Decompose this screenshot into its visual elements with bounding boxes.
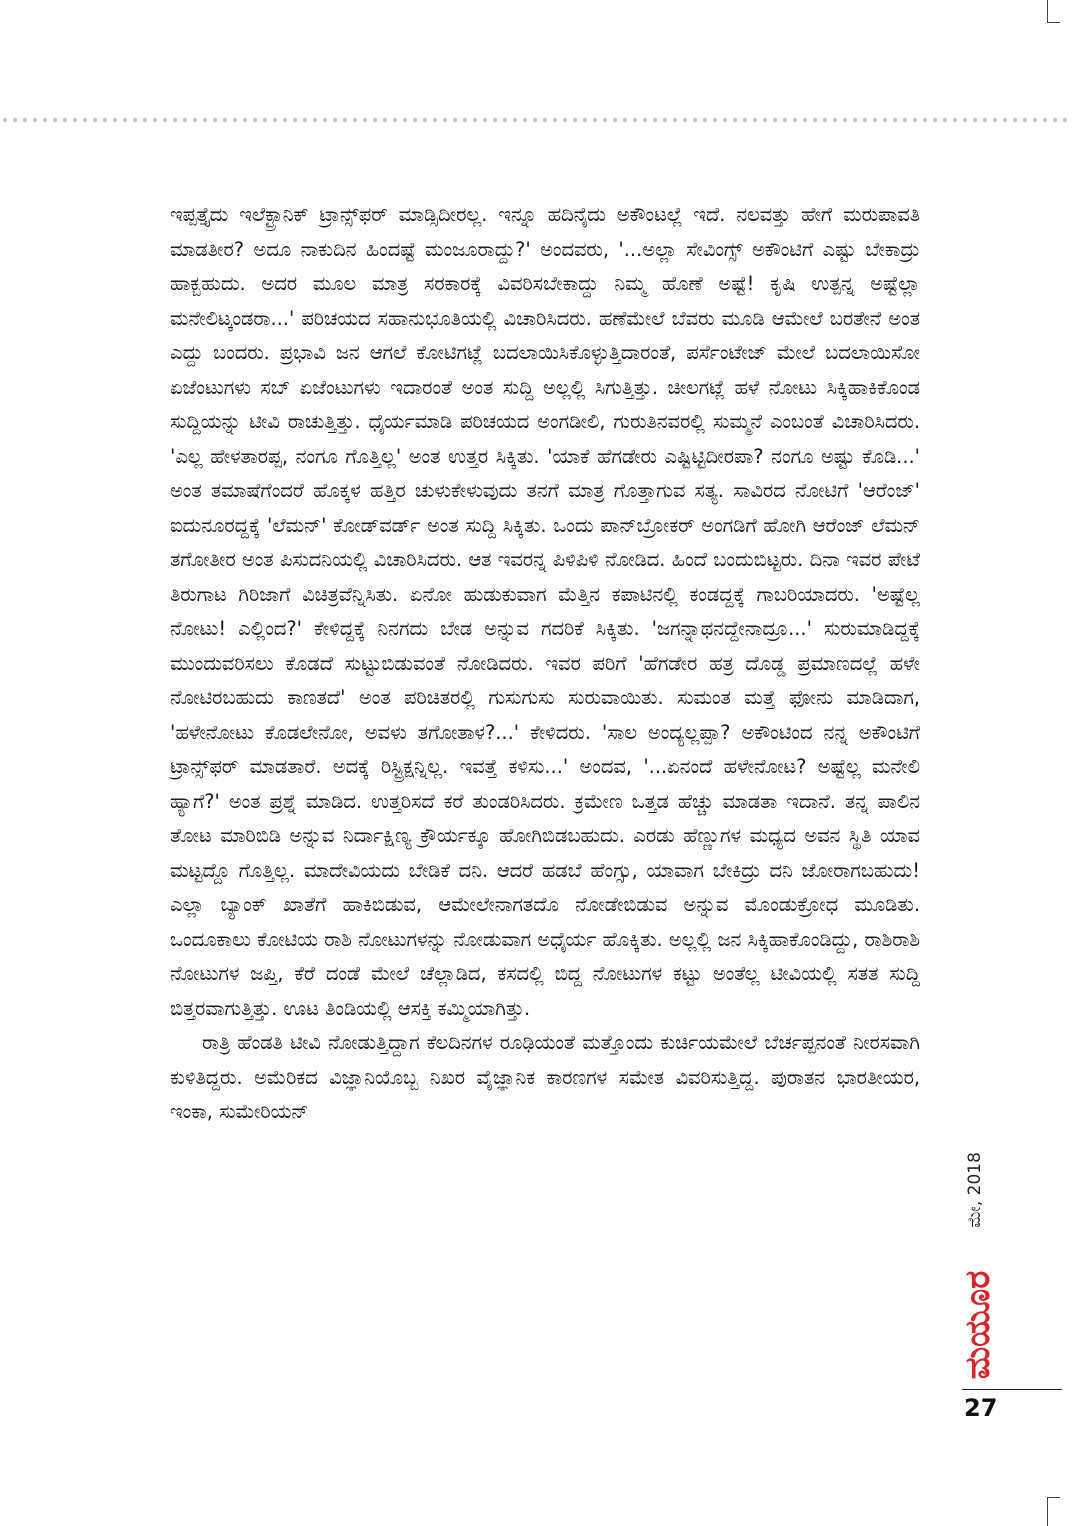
crop-mark-top: [1047, 0, 1060, 23]
magazine-logo: [958, 1265, 998, 1385]
paragraph-1: ಇಪ್ಪತ್ತೈದು ಇಲೆಕ್ಟ್ರಾನಿಕ್ ಟ್ರಾನ್ಸ್‌ಫರ್ ಮಾಡ್ಸಿದೀರಲ್ಲ. ಇನ್ನೂ ಹದಿನೈದು ಅಕೌಂಟಲ್ಲೆ ಇದೆ. ನಲವತ್ತು ಹೇಗೆ ಮರುಪಾವತಿ ಮಾಡತೀರ? ಅದೂ ನಾಕುದಿನ ಹಿಂದಷ್ಟೆ ಮಂಜೂರಾದ್ದು?' ಅಂದವರು, '...ಅಲ್ಲಾ ಸೇವಿಂಗ್ಸ್ ಅಕೌಂಟಿಗೆ ಎಷ್ಟು ಬೇಕಾದ್ರು ಹಾಕ್ಬಹುದು. ಅದರ ಮೂಲ ಮಾತ್ರ ಸರಕಾರಕ್ಕೆ ವಿವರಿಸಬೇಕಾದ್ದು ನಿಮ್ಮ ಹೊಣೆ ಅಷ್ಟೆ! ಕೃಷಿ ಉತ್ಪನ್ನ ಅಷ್ಟೆಲ್ಲಾ ಮನೇಲಿಟ್ಕಂಡರಾ...' ಪರಿಚಯದ ಸಹಾನುಭೂತಿಯಲ್ಲಿ ವಿಚಾರಿಸಿದರು. ಹಣೆಮೇಲೆ ಬೆವರು ಮೂಡಿ ಆಮೇಲೆ ಬರತೇನೆ ಅಂತ ಎದ್ದು ಬಂದರು. ಪ್ರಭಾವಿ ಜನ ಆಗಲೆ ಕೋಟಿಗಟ್ಲೆ ಬದಲಾಯಿಸಿಕೊಳ್ಳುತ್ತಿದಾರಂತೆ, ಪರ್ಸೆಂಟೇಜ್ ಮೇಲೆ ಬದಲಾಯಿಸೋ ಏಜೆಂಟುಗಳು ಸಬ್ ಏಜೆಂಟುಗಳು ಇದಾರಂತೆ ಅಂತ ಸುದ್ದಿ ಅಲ್ಲಲ್ಲಿ ಸಿಗುತ್ತಿತ್ತು. ಚೀಲಗಟ್ಲೆ ಹಳೆ ನೋಟು ಸಿಕ್ಕಿಹಾಕಿಕೊಂಡ ಸುದ್ದಿಯನ್ನು ಟೀವಿ ರಾಚುತ್ತಿತ್ತು. ಧೈರ್ಯಮಾಡಿ ಪರಿಚಯದ ಅಂಗಡೀಲಿ, ಗುರುತಿನವರಲ್ಲಿ ಸುಮ್ಮನೆ ಎಂಬಂತೆ ವಿಚಾರಿಸಿದರು. 'ಎಲ್ಲ ಹೇಳತಾರಪ್ಪ, ನಂಗೂ ಗೊತ್ತಿಲ್ಲ' ಅಂತ ಉತ್ತರ ಸಿಕ್ಕಿತು. 'ಯಾಕೆ ಹೆಗಡೇರು ಎಷ್ಟಿಟ್ಟಿದೀರಪಾ? ನಂಗೂ ಅಷ್ಟು ಕೊಡಿ...' ಅಂತ ತಮಾಷೆಗೆಂದರೆ ಹೊಕ್ಕಳ ಹತ್ತಿರ ಚುಳುಕೇಳುವುದು ತನಗೆ ಮಾತ್ರ ಗೊತ್ತಾಗುವ ಸತ್ಯ. ಸಾವಿರದ ನೋಟಿಗೆ 'ಆರೆಂಜ್' ಐದುನೂರದ್ದಕ್ಕೆ 'ಲೆಮನ್' ಕೋಡ್‌ವರ್ಡ್ ಅಂತ ಸುದ್ದಿ ಸಿಕ್ಕಿತು. ಒಂದು ಪಾನ್‌ಬ್ರೋಕರ್ ಅಂಗಡಿಗೆ ಹೋಗಿ ಆರೆಂಜ್ ಲೆಮನ್ ತಗೋತೀರ ಅಂತ ಪಿಸುದನಿಯಲ್ಲಿ ವಿಚಾರಿಸಿದರು. ಆತ ಇವರನ್ನ ಪಿಳಿಪಿಳಿ ನೋಡಿದ. ಹಿಂದೆ ಬಂದುಬಿಟ್ಟರು. ದಿನಾ ಇವರ ಪೇಟೆ ತಿರುಗಾಟ ಗಿರಿಜಾಗೆ ವಿಚಿತ್ರವೆನ್ನಿಸಿತು. ಏನೋ ಹುಡುಕುವಾಗ ಮೆತ್ತಿನ ಕಪಾಟಿನಲ್ಲಿ ಕಂಡದ್ದಕ್ಕೆ ಗಾಬರಿಯಾದರು. 'ಅಷ್ಟೆಲ್ಲ ನೋಟು! ಎಲ್ಲಿಂದ?' ಕೇಳಿದ್ದಕ್ಕೆ ನಿನಗದು ಬೇಡ ಅನ್ನುವ ಗದರಿಕೆ ಸಿಕ್ಕಿತು. 'ಜಗನ್ನಾಥನದ್ದೇನಾದ್ರೂ...' ಸುರುಮಾಡಿದ್ದಕ್ಕೆ ಮುಂದುವರಿಸಲು ಕೊಡದೆ ಸುಟ್ಟುಬಿಡುವಂತೆ ನೋಡಿದರು. ಇವರ ಪರಿಗೆ 'ಹೆಗಡೇರ ಹತ್ರ ದೊಡ್ಡ ಪ್ರಮಾಣದಲ್ಲೆ ಹಳೇ ನೋಟಿರಬಹುದು ಕಾಣತದೆ' ಅಂತ ಪರಿಚಿತರಲ್ಲಿ ಗುಸುಗುಸು ಸುರುವಾಯಿತು. ಸುಮಂತ ಮತ್ತೆ ಫೋನು ಮಾಡಿದಾಗ, 'ಹಳೇನೋಟು ಕೊಡಲೇನೋ, ಅವಳು ತಗೋತಾಳ?...' ಕೇಳಿದರು. 'ಸಾಲ ಅಂದ್ಯಲ್ಲಪ್ಪಾ? ಅಕೌಂಟಿಂದ ನನ್ನ ಅಕೌಂಟಿಗೆ ಟ್ರಾನ್ಸ್‌ಫರ್ ಮಾಡತಾರೆ. ಅದಕ್ಕೆ ರಿಸ್ಟ್ರಿಕ್ಷನ್ನಿಲ್ಲ. ಇವತ್ತೆ ಕಳಿಸು...' ಅಂದವ, '...ಏನಂದೆ ಹಳೇನೋಟ? ಅಷ್ಟೆಲ್ಲ ಮನೇಲಿ ಹ್ಯಾಗೆ?' ಅಂತ ಪ್ರಶ್ನೆ ಮಾಡಿದ. ಉತ್ತರಿಸದೆ ಕರೆ ತುಂಡರಿಸಿದರು. ಕ್ರಮೇಣ ಒತ್ತಡ ಹೆಚ್ಚು ಮಾಡತಾ ಇದಾನೆ. ತನ್ನ ಪಾಲಿನ ತೋಟ ಮಾರಿಬಿಡಿ ಅನ್ನುವ ನಿರ್ದಾಕ್ಷಿಣ್ಯ ಕ್ರೌರ್ಯಕ್ಕೂ ಹೋಗಿಬಿಡಬಹುದು. ಎರಡು ಹೆಣ್ಣುಗಳ ಮಧ್ಯದ ಅವನ ಸ್ಥಿತಿ ಯಾವ ಮಟ್ಟದ್ದೊ ಗೊತ್ತಿಲ್ಲ. ಮಾದೇವಿಯದು ಬೇಡಿಕೆ ದನಿ. ಆದರೆ ಹಡಬೆ ಹೆಂಗ್ಸು, ಯಾವಾಗ ಬೇಕಿದ್ರು ದನಿ ಜೋರಾಗಬಹುದು! ಎಲ್ಲಾ ಬ್ಯಾಂಕ್ ಖಾತೆಗೆ ಹಾಕಿಬಿಡುವ, ಆಮೇಲೇನಾಗತದೊ ನೋಡೇಬಿಡುವ ಅನ್ನುವ ಮೊಂಡುಕ್ರೋಧ ಮೂಡಿತು. ಒಂದೂಕಾಲು ಕೋಟಿಯ ರಾಶಿ ನೋಟುಗಳನ್ನು ನೋಡುವಾಗ ಅಧೈರ್ಯ ಹೊಕ್ಕಿತು. ಅಲ್ಲಲ್ಲಿ ಜನ ಸಿಕ್ಕಿಹಾಕೊಂಡಿದ್ದು, ರಾಶಿರಾಶಿ ನೋಟುಗಳ ಜಪ್ತಿ, ಕೆರೆ ದಂಡೆ ಮೇಲೆ ಚೆಲ್ಲಾಡಿದ, ಕಸದಲ್ಲಿ ಬಿದ್ದ ನೋಟುಗಳ ಕಟ್ಟು ಅಂತೆಲ್ಲ ಟೀವಿಯಲ್ಲಿ ಸತತ ಸುದ್ದಿ ಬಿತ್ತರವಾಗುತ್ತಿತ್ತು. ಊಟ ತಿಂಡಿಯಲ್ಲಿ ಆಸಕ್ತಿ ಕಮ್ಮಿಯಾಗಿತ್ತು.: [170, 203, 920, 1020]
paragraph-2: ರಾತ್ರಿ ಹೆಂಡತಿ ಟೀವಿ ನೋಡುತ್ತಿದ್ದಾಗ ಕೆಲದಿನಗಳ ರೂಢಿಯಂತೆ ಮತ್ತೊಂದು ಕುರ್ಚಿಯಮೇಲೆ ಬೆರ್ಚಪ್ಪನಂತೆ ನೀರಸವಾಗಿ ಕುಳಿತಿದ್ದರು. ಅಮೆರಿಕದ ವಿಜ್ಞಾನಿಯೊಬ್ಬ ನಿಖರ ವೈಜ್ಞಾನಿಕ ಕಾರಣಗಳ ಸಮೇತ ವಿವರಿಸುತ್ತಿದ್ದ. ಪುರಾತನ ಭಾರತೀಯರ, ಇಂಕಾ, ಸುಮೇರಿಯನ್: [170, 1031, 920, 1123]
dotted-separator: [0, 117, 1072, 123]
article-body: [170, 198, 920, 1130]
issue-date-text: ಮೇ, 2018: [965, 1152, 986, 1228]
crop-mark-bottom: [1047, 1497, 1060, 1526]
magazine-logo-text: ಮಯೂರ: [958, 1270, 998, 1380]
page-number: 27: [964, 1394, 998, 1422]
page-number-rule: [962, 1389, 1062, 1390]
issue-date: [950, 1130, 1000, 1250]
